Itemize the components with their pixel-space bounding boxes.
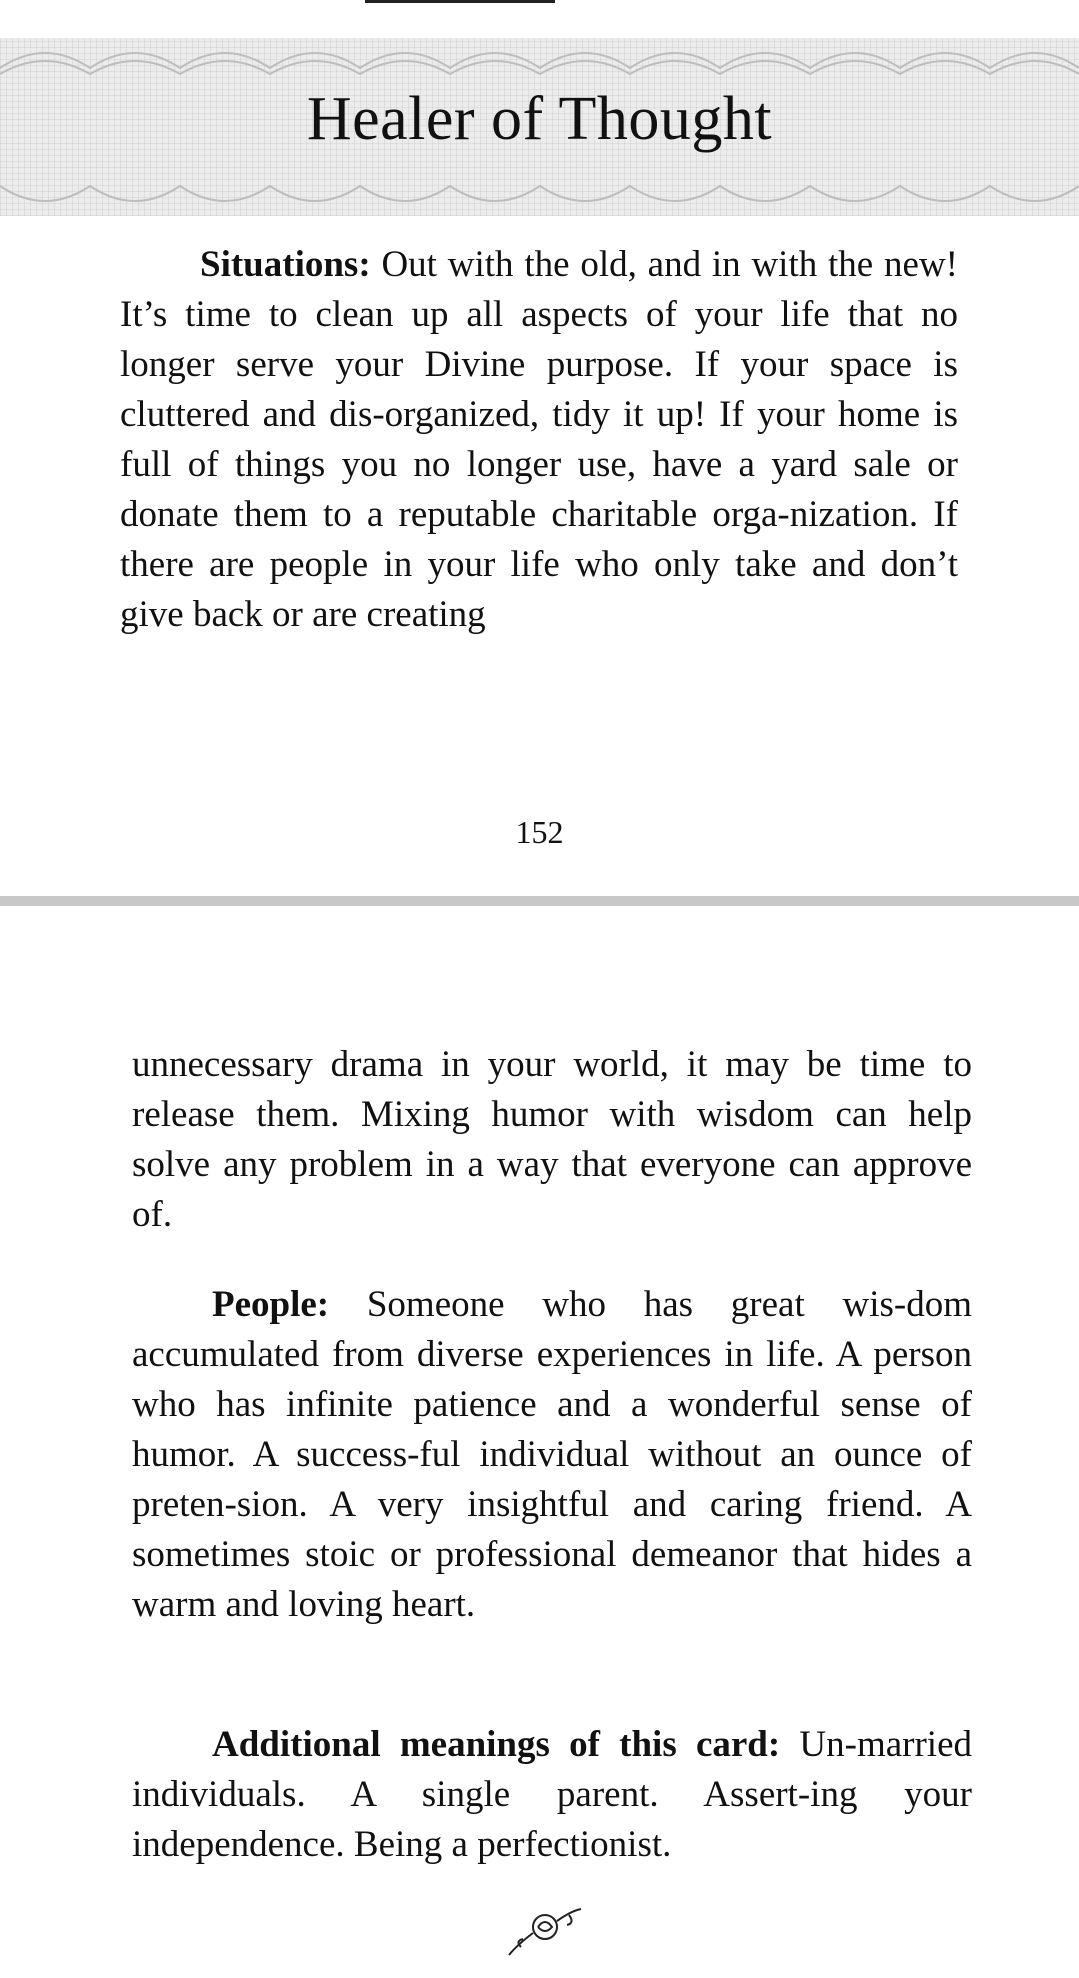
people-paragraph (132, 1280, 972, 1630)
situations-label: Situations: (200, 244, 371, 285)
situations-text: Out with the old, and in with the new! It’s time to clean up all aspects of your life that no longer serve your Divine purpose. If your space is cluttered and dis-organized, tidy it up! If your home is full of things you no longer use, have a yard sale or donate them to a reputable charitable orga-nization. If there are people in your life who only take and don’t give back or are creating (120, 244, 958, 635)
page-number: 152 (515, 814, 564, 850)
continuation-paragraph: unnecessary drama in your world, it may be time to release them. Mixing humor with wisdom can help solve any problem in a way that everyone can approve of. (132, 1044, 972, 1235)
additional-paragraph (132, 1720, 972, 1870)
people-text: Someone who has great wis-dom accumulated from diverse experiences in life. A person who has infinite patience and a wonderful sense of humor. A success-ful individual without an ounce of preten-sion. A very insightful and caring friend. A sometimes stoic or professional demeanor that hides a warm and loving heart. (132, 1284, 972, 1625)
page-title: Healer of Thought (306, 85, 773, 153)
additional-label: Additional meanings of this card: (212, 1724, 781, 1765)
page-divider (0, 896, 1079, 906)
additional-text: Un-married individuals. A single parent. Assert-ing your independence. Being a perfectionist. (132, 1724, 972, 1865)
top-rule (365, 0, 555, 3)
lace-edge-top (0, 38, 1079, 78)
lace-edge-bottom (0, 176, 1079, 216)
situations-paragraph (120, 240, 958, 640)
rose-ornament-icon (505, 1905, 585, 1960)
people-label: People: (212, 1284, 330, 1325)
